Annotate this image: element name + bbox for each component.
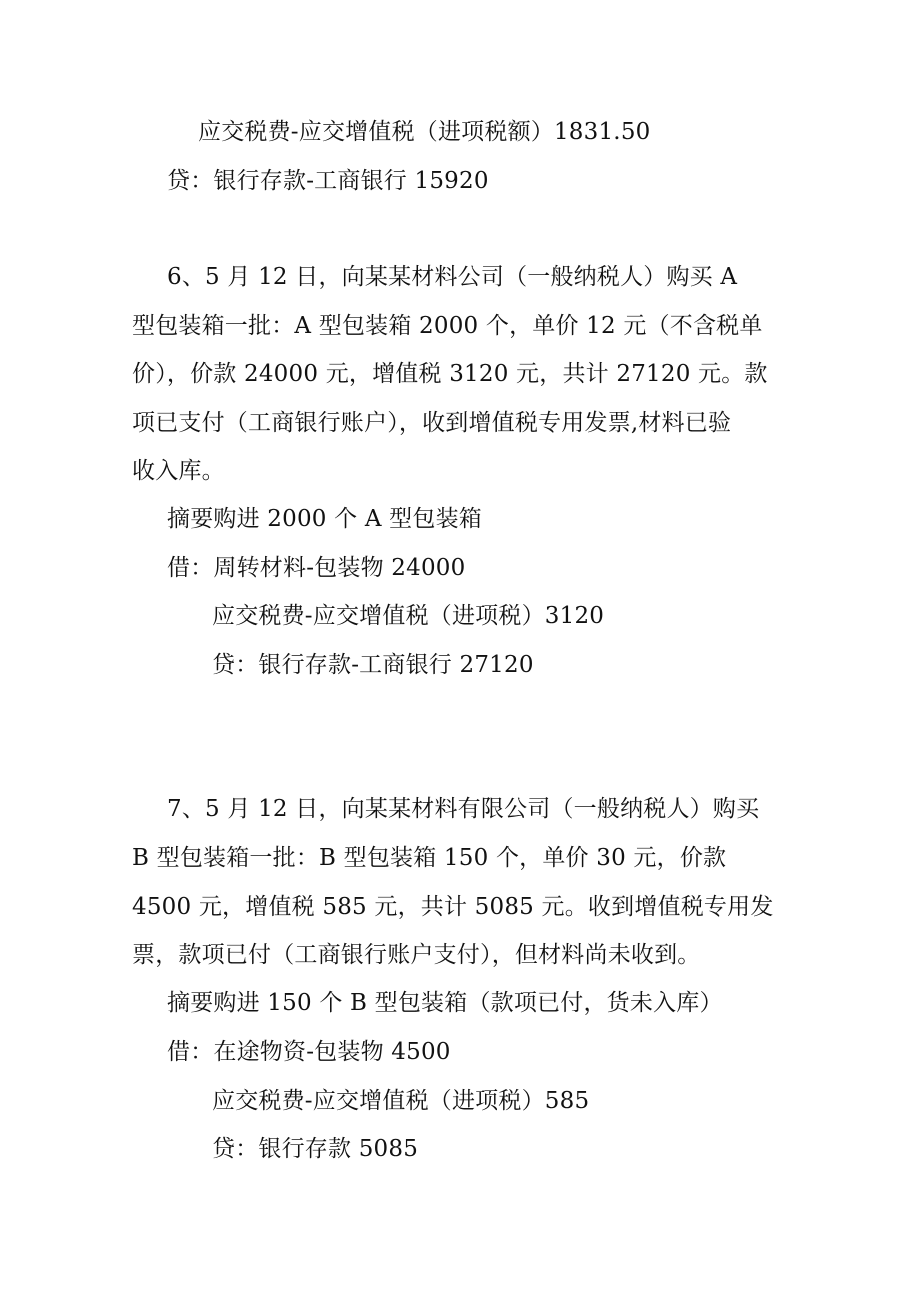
item7-summary: 摘要购进 150 个 B 型包装箱（款项已付，货未入库） (167, 990, 723, 1016)
entry-tax-line: 应交税费-应交增值税（进项税额）1831.50 (198, 119, 651, 145)
item6-text-line-4: 项已支付（工商银行账户），收到增值税专用发票,材料已验 (132, 410, 732, 436)
item7-tax: 应交税费-应交增值税（进项税）585 (212, 1088, 590, 1114)
item6-summary: 摘要购进 2000 个 A 型包装箱 (167, 506, 482, 532)
item6-text-line-1: 6、5 月 12 日，向某某材料公司（一般纳税人）购买 A (167, 264, 738, 290)
item7-text-line-4: 票，款项已付（工商银行账户支付），但材料尚未收到。 (132, 942, 701, 968)
entry-credit-line: 贷：银行存款-工商银行 15920 (167, 168, 489, 194)
item6-text-line-3: 价），价款 24000 元，增值税 3120 元，共计 27120 元。款 (132, 361, 768, 387)
item7-text-line-2: B 型包装箱一批：B 型包装箱 150 个，单价 30 元，价款 (132, 845, 727, 871)
item6-text-line-2: 型包装箱一批：A 型包装箱 2000 个，单价 12 元（不含税单 (132, 313, 763, 339)
item7-text-line-3: 4500 元，增值税 585 元，共计 5085 元。收到增值税专用发 (132, 894, 774, 920)
item7-text-line-1: 7、5 月 12 日，向某某材料有限公司（一般纳税人）购买 (167, 796, 760, 822)
item7-debit: 借：在途物资-包装物 4500 (167, 1039, 451, 1065)
item6-credit: 贷：银行存款-工商银行 27120 (212, 652, 534, 678)
item6-text-line-5: 收入库。 (132, 458, 225, 484)
item6-tax: 应交税费-应交增值税（进项税）3120 (212, 603, 605, 629)
item6-debit: 借：周转材料-包装物 24000 (167, 555, 466, 581)
item7-credit: 贷：银行存款 5085 (212, 1136, 419, 1162)
